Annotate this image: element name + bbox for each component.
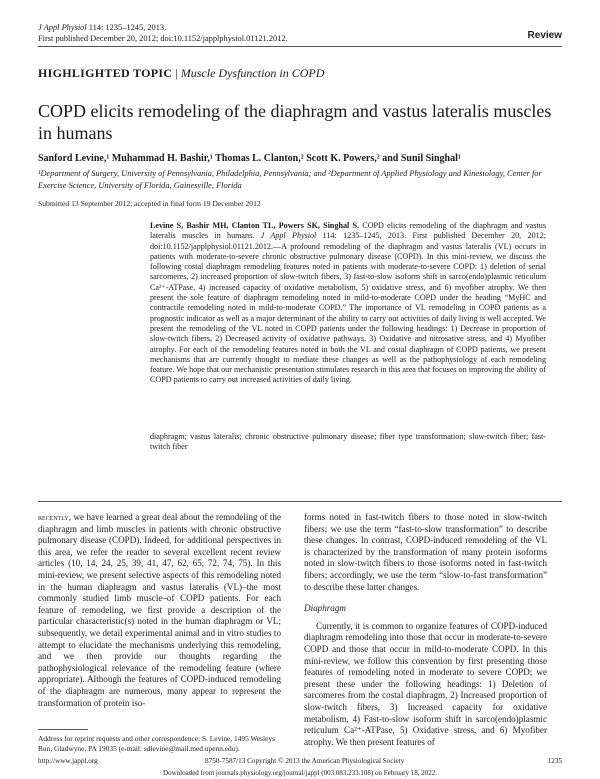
- section-label: Review: [527, 30, 562, 41]
- submission-dates: Submitted 13 September 2012; accepted in final form 19 December 2012: [38, 199, 261, 208]
- body-column-right: [304, 512, 547, 748]
- abstract-body: 114: 1235–1245, 2013. First published December 20, 2012; doi:10.1152/japplphysiol.01121.2012.—A profound remodeling of the diaphragm and vastus lateralis (VL) occurs in patients with moderate-to-severe chronic obstructive pulmonary disease (COPD). In this mini-review, we discuss the following costal diaphragm remodeling features noted in patients with moderate-to-severe COPD: 1) deletion of serial sarcomeres, 2) increased proportion of slow-twitch fibers, 3) fast-to-slow isoform shift in sarco(endo)plasmic reticulum Ca²⁺-ATPase, 4) increased capacity of oxidative metabolism, 5) oxidative stress, and 6) myofiber atrophy. We then present the sole feature of diaphragm remodeling noted in mild-to-moderate COPD under the heading “MyHC and contractile remodeling noted in mild-to-moderate COPD.” The importance of VL remodeling in COPD patients as a prognostic indicator as well as a major determinant of the ability to carry out activities of daily living is well accepted. We present the remodeling of the VL noted in COPD patients under the following headings: 1) Decrease in proportion of slow-twitch fibers, 2) Decreased activity of oxidative pathways, 3) Oxidative and nitrosative stress, and 4) Myofiber atrophy. For each of the remodeling features noted in both the VL and costal diaphragm of COPD patients, we present mechanisms that are currently thought to mediate these changes as well as the pathophysiology of each remodeling feature. We hope that our mechanistic presentation stimulates research in this area that focuses on improving the ability of COPD patients to carry out increased activities of daily living.: [150, 231, 546, 385]
- journal-cite: 114: 1235–1245, 2013.: [86, 23, 167, 32]
- body-rule: [38, 501, 562, 502]
- intro-text: we have learned a great deal about the remodeling of the diaphragm and limb muscles in patients with chronic obstructive pulmonary disease (COPD). Indeed, for additional perspectives in this area, we refer the reader to several excellent recent review articles (10, 14, 24, 25, 39, 41, 47, 62, 65, 72, 74, 75). In this mini-review, we present selective aspects of this remodeling noted in the human diaphragm and vastus lateralis (VL)–the most commonly studied limb muscle–of COPD patients. For each feature of remodeling, we first provide a description of the particular characteristic(s) noted in the human diaphragm or VL; subsequently, we detail experimental animal and in vitro studies to attempt to elucidate the mechanisms underlying this remodeling, and we then provide our thoughts regarding the pathophysiological relevance of the remodeling feature (where appropriate). Although the features of COPD-induced remodeling of the diaphragm are numerous, many appear to represent the transformation of protein iso-: [38, 512, 281, 708]
- topic-name: Muscle Dysfunction in COPD: [180, 66, 325, 80]
- topic-label: HIGHLIGHTED TOPIC: [38, 66, 173, 80]
- first-published: First published December 20, 2012; doi:10.1152/japplphysiol.01121.2012.: [38, 34, 288, 43]
- footer-copyright: 8750-7587/13 Copyright © 2013 the American Physiological Society: [205, 757, 405, 765]
- page-number: 1235: [547, 757, 562, 765]
- author-list: Sanford Levine,¹ Muhammad H. Bashir,¹ Thomas L. Clanton,² Scott K. Powers,² and Sunil Singhal¹: [38, 153, 461, 164]
- body-column-left: [38, 512, 281, 709]
- article-title: COPD elicits remodeling of the diaphragm and vastus lateralis muscles in humans: [38, 101, 552, 143]
- abstract-citation-authors: Levine S, Bashir MH, Clanton TL, Powers SK, Singhal S.: [150, 221, 360, 230]
- footer-url[interactable]: http://www.jappl.org: [38, 757, 98, 765]
- keywords: diaphragm; vastus lateralis; chronic obstructive pulmonary disease; fiber type transformation; slow-twitch fiber; fast-twitch fiber: [150, 432, 546, 452]
- footnote: Address for reprint requests and other correspondence: S. Levine, 1495 Wesleys Run, Gladwyne, PA 19035 (e-mail: sdlevine@mail.med.upenn.edu).: [38, 734, 275, 753]
- topic-separator: |: [172, 66, 181, 80]
- abstract-citation-title: COPD elicits remodeling of the diaphragm and vastus lateralis muscles in humans.: [150, 221, 546, 241]
- paragraph-1: forms noted in fast-twitch fibers to those noted in slow-twitch fibers; we use the term “fast-to-slow transformation” to describe these changes. In contrast, COPD-induced remodeling of the VL is characterized by the transformation of many protein isoforms noted in slow-twitch fibers to those isoforms noted in fast-twitch fibers; accordingly, we use the term “slow-to-fast transformation” to describe these latter changes.: [304, 512, 547, 592]
- download-line: [0, 769, 600, 777]
- journal-abbrev: J Appl Physiol: [38, 23, 87, 32]
- header-rule: [38, 46, 562, 47]
- download-note: Downloaded from journals.physiology.org/journal/jappl (003.083.233.108) on February 18, 2022.: [163, 769, 437, 777]
- abstract-citation-journal: J Appl Physiol: [260, 231, 317, 241]
- journal-header: [38, 22, 288, 44]
- affiliations: ¹Department of Surgery, University of Pennsylvania, Philadelphia, Pennsylvania; and ²Department of Applied Physiology and Kinesiology, Center for Exercise Science, University of Florida, Gainesville, Florida: [38, 169, 542, 190]
- lead-word: recently,: [38, 512, 72, 522]
- section-heading: Diaphragm: [304, 603, 346, 614]
- abstract: [150, 221, 546, 386]
- paragraph-2: Currently, it is common to organize features of COPD-induced diaphragm remodeling into those that occur in moderate-to-severe COPD and those that occur in mild-to-moderate COPD. In this mini-review, we follow this convention by first presenting those features of remodeling noted in moderate to severe COPD; we present these under the following headings: 1) Deletion of sarcomeres from the costal diaphragm, 2) Increased proportion of slow-twitch fibers, 3) Increased capacity for oxidative metabolism, 4) Fast-to-slow isoform shift in sarco(endo)plasmic reticulum Ca²⁺-ATPase, 5) Oxidative stress, and 6) Myofiber atrophy. We then present features of: [304, 620, 547, 747]
- highlighted-topic: [38, 66, 324, 81]
- footnote-rule: [38, 729, 88, 730]
